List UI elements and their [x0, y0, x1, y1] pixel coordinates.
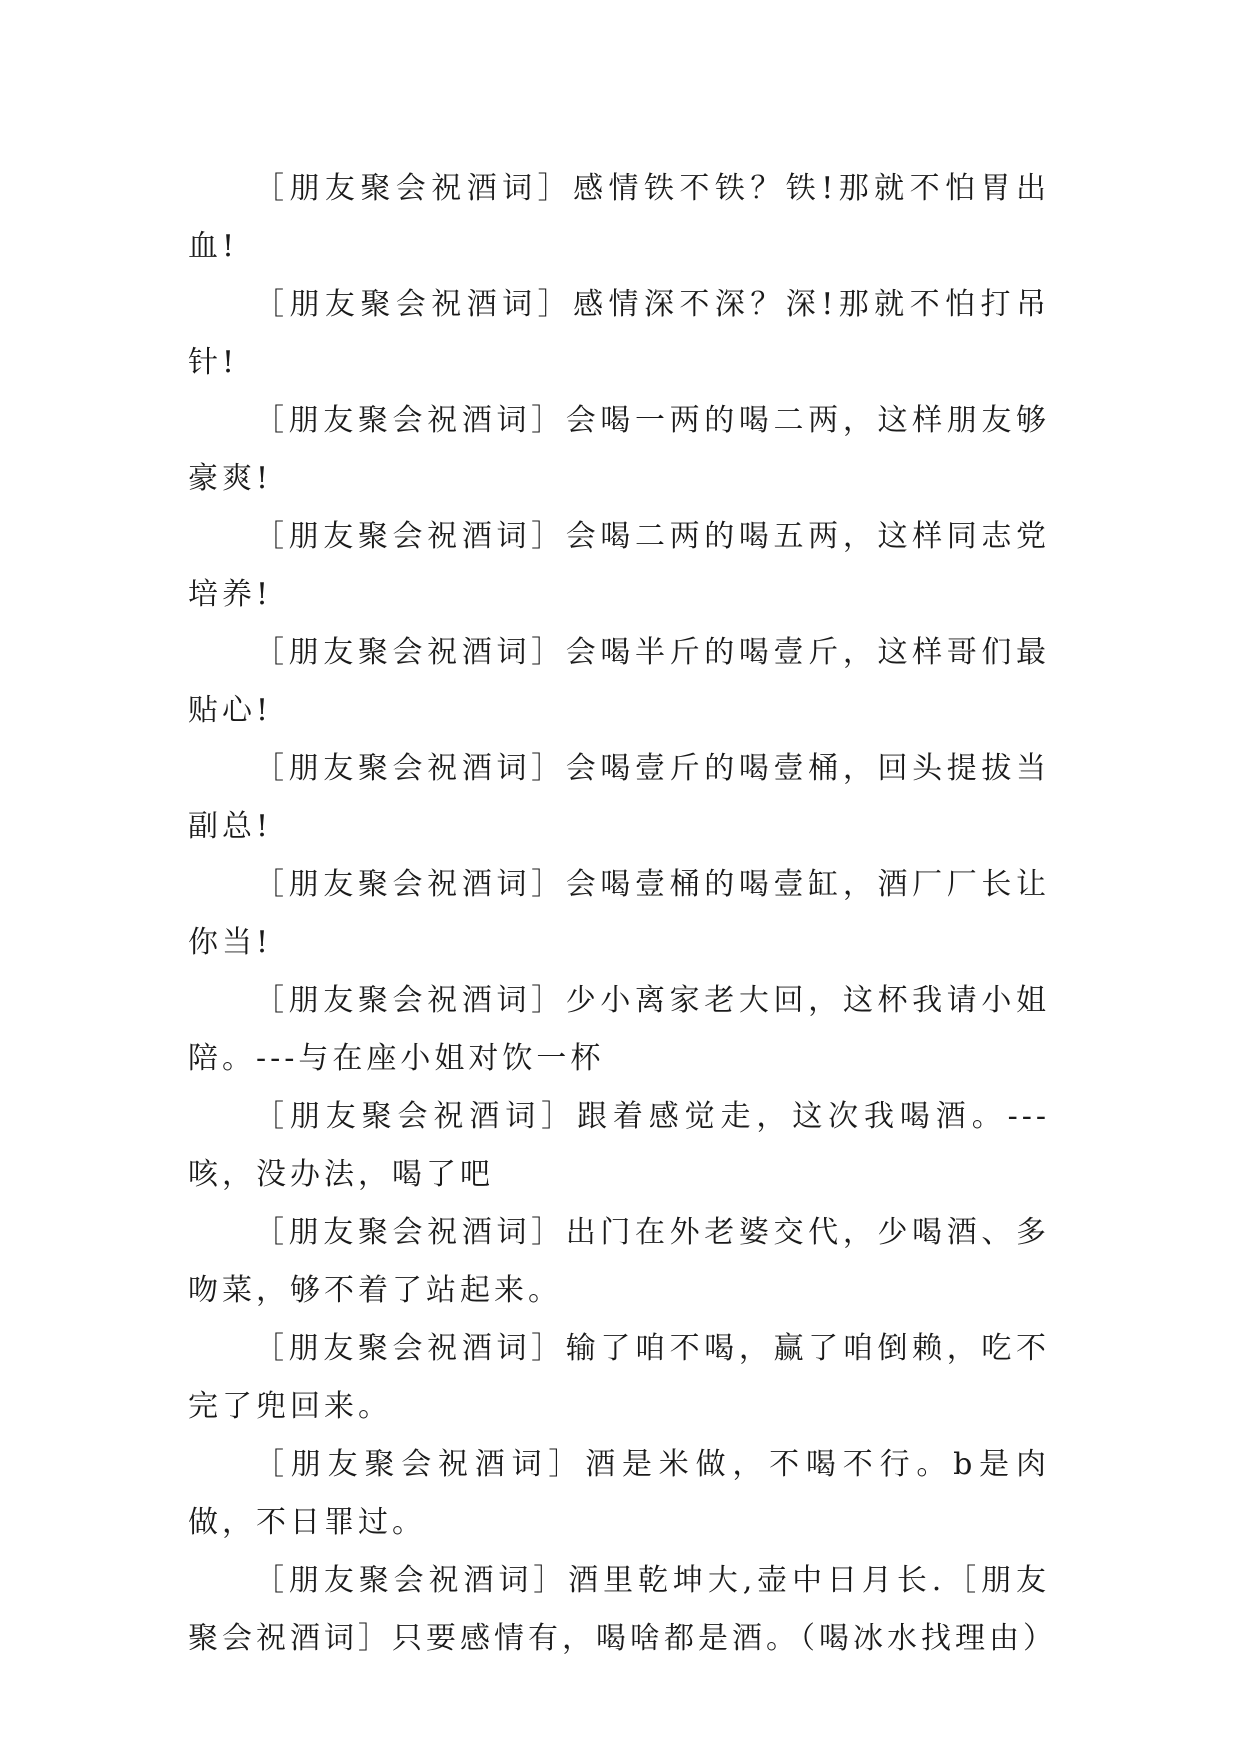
document-body	[188, 160, 1057, 1668]
paragraph: ［朋友聚会祝酒词］会喝二两的喝五两，这样同志党培养!	[188, 519, 1050, 612]
paragraph: ［朋友聚会祝酒词］输了咱不喝，赢了咱倒赖，吃不完了兜回来。	[188, 1331, 1050, 1424]
paragraph: ［朋友聚会祝酒词］会喝一两的喝二两，这样朋友够豪爽!	[188, 403, 1050, 496]
paragraph: ［朋友聚会祝酒词］跟着感觉走，这次我喝酒。---咳，没办法，喝了吧	[188, 1099, 1050, 1192]
paragraph: ［朋友聚会祝酒词］会喝壹桶的喝壹缸，酒厂厂长让你当!	[188, 867, 1050, 960]
paragraph: ［朋友聚会祝酒词］酒里乾坤大,壶中日月长.［朋友聚会祝酒词］只要感情有，喝啥都是酒。（喝冰水找理由）	[188, 1563, 1057, 1656]
paragraph: ［朋友聚会祝酒词］会喝半斤的喝壹斤，这样哥们最贴心!	[188, 635, 1050, 728]
paragraph: ［朋友聚会祝酒词］会喝壹斤的喝壹桶，回头提拔当副总!	[188, 751, 1050, 844]
paragraph: ［朋友聚会祝酒词］少小离家老大回，这杯我请小姐陪。---与在座小姐对饮一杯	[188, 983, 1050, 1076]
paragraph: ［朋友聚会祝酒词］出门在外老婆交代，少喝酒、多吻菜，够不着了站起来。	[188, 1215, 1050, 1308]
paragraph: ［朋友聚会祝酒词］酒是米做，不喝不行。b是肉做，不日罪过。	[188, 1447, 1050, 1540]
paragraph: ［朋友聚会祝酒词］感情深不深？深!那就不怕打吊针!	[188, 287, 1050, 380]
paragraph: ［朋友聚会祝酒词］感情铁不铁？铁!那就不怕胃出血!	[188, 171, 1050, 264]
